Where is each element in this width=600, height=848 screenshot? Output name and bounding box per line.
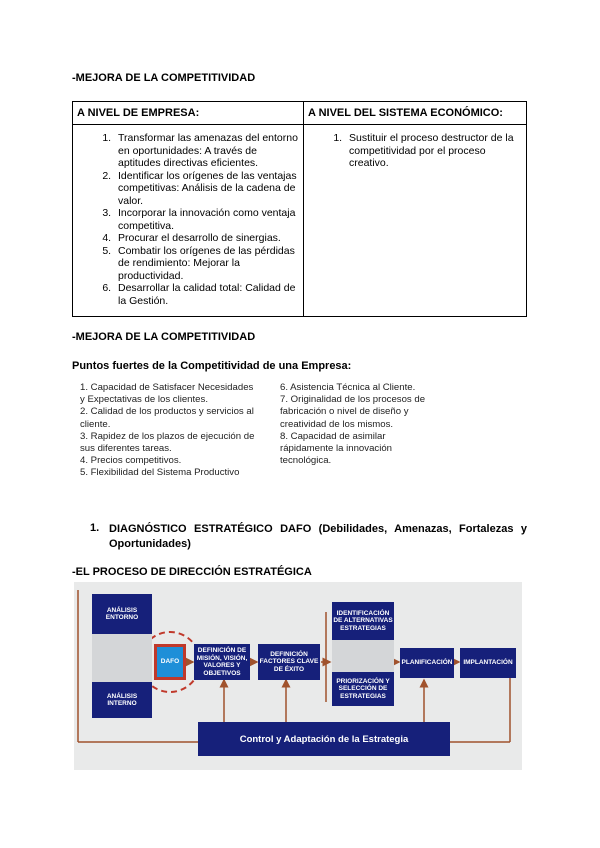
strength-item: 2. Calidad de los productos y servicios al cliente. [80, 406, 254, 430]
dafo-box-border [154, 644, 186, 680]
list-item: 6. Desarrollar la calidad total: Calidad de la Gestión. [114, 282, 302, 307]
analisis-interno-box [92, 682, 152, 718]
table-cell-empresa [73, 125, 304, 317]
strength-item: 4. Precios competitivos. [80, 455, 182, 467]
strengths-title: Puntos fuertes de la Competitividad de una Empresa: [72, 360, 352, 372]
list-item: 1. Sustituir el proceso destructor de la competitividad por el proceso creativo. [345, 132, 525, 170]
strength-item: 1. Capacidad de Satisfacer Necesidades y Expectativas de los clientes. [80, 382, 254, 406]
implantacion-label: IMPLANTACIÓN [463, 659, 513, 667]
section-title-3: -EL PROCESO DE DIRECCIÓN ESTRATÉGICA [72, 566, 312, 578]
analisis-entorno-box [92, 594, 152, 634]
analisis-entorno-label: ANÁLISIS ENTORNO [105, 606, 139, 621]
planificacion-label: PLANIFICACIÓN [401, 659, 453, 667]
definicion-factores-box [258, 644, 320, 680]
list-item: 2. Identificar los orígenes de las ventajas competitivas: Análisis de la cadena de valor. [114, 170, 302, 208]
identificacion-box [332, 602, 394, 640]
competitiveness-table [72, 101, 527, 317]
strength-item: 5. Flexibilidad del Sistema Productivo [80, 467, 240, 479]
definicion-mision-label: DEFINICIÓN DE MISIÓN, VISIÓN, VALORES Y OBJETIVOS [196, 647, 248, 677]
strengths-right-col [280, 382, 440, 467]
dafo-label: DAFO [160, 658, 180, 666]
identificacion-label: IDENTIFICACIÓN DE ALTERNATIVAS ESTRATEGIAS [333, 609, 393, 632]
empresa-list [74, 132, 302, 307]
priorizacion-label: PRIORIZACIÓN Y SELECCIÓN DE ESTRATEGIAS [336, 677, 390, 700]
dafo-box [157, 647, 183, 677]
table-header-empresa: A NIVEL DE EMPRESA: [73, 102, 304, 125]
strength-item: 8. Capacidad de asimilar rápidamente la innovación tecnológica. [280, 430, 393, 467]
strength-item: 3. Rapidez de los plazos de ejecución de sus diferentes tareas. [80, 430, 255, 455]
section-title-2: -MEJORA DE LA COMPETITIVIDAD [72, 331, 256, 343]
table-cell-sistema [304, 125, 527, 317]
planificacion-box [400, 648, 454, 678]
strengths-left-col [80, 382, 260, 480]
list-item: 4. Procurar el desarrollo de sinergias. [114, 232, 302, 245]
heading-number: 1. [90, 522, 100, 534]
sistema-list [305, 132, 525, 170]
control-adaptacion-label: Control y Adaptación de la Estrategia [239, 733, 409, 745]
heading-dafo: DIAGNÓSTICO ESTRATÉGICO DAFO (Debilidades, Amenazas, Fortalezas y Oportunidades) [109, 523, 527, 550]
implantacion-box [460, 648, 516, 678]
strategy-diagram [74, 582, 522, 770]
definicion-factores-label: DEFINICIÓN FACTORES CLAVE DE ÉXITO [259, 650, 319, 673]
strengths-block [80, 382, 440, 500]
strength-item: 7. Originalidad de los procesos de fabricación o nivel de diseño y creatividad de los mismos. [280, 394, 426, 430]
table-header-sistema: A NIVEL DEL SISTEMA ECONÓMICO: [304, 102, 527, 125]
analisis-interno-label: ANÁLISIS INTERNO [106, 692, 138, 707]
section-title-1: -MEJORA DE LA COMPETITIVIDAD [72, 72, 256, 84]
list-item: 3. Incorporar la innovación como ventaja competitiva. [114, 207, 302, 232]
priorizacion-box [332, 672, 394, 706]
definicion-mision-box [194, 644, 250, 680]
strength-item: 6. Asistencia Técnica al Cliente. [280, 382, 416, 393]
control-adaptacion-box [198, 722, 450, 756]
list-item: 1. Transformar las amenazas del entorno en oportunidades: A través de aptitudes directivas eficientes. [114, 132, 302, 170]
list-item: 5. Combatir los orígenes de las pérdidas de rendimiento: Mejorar la productividad. [114, 245, 302, 283]
